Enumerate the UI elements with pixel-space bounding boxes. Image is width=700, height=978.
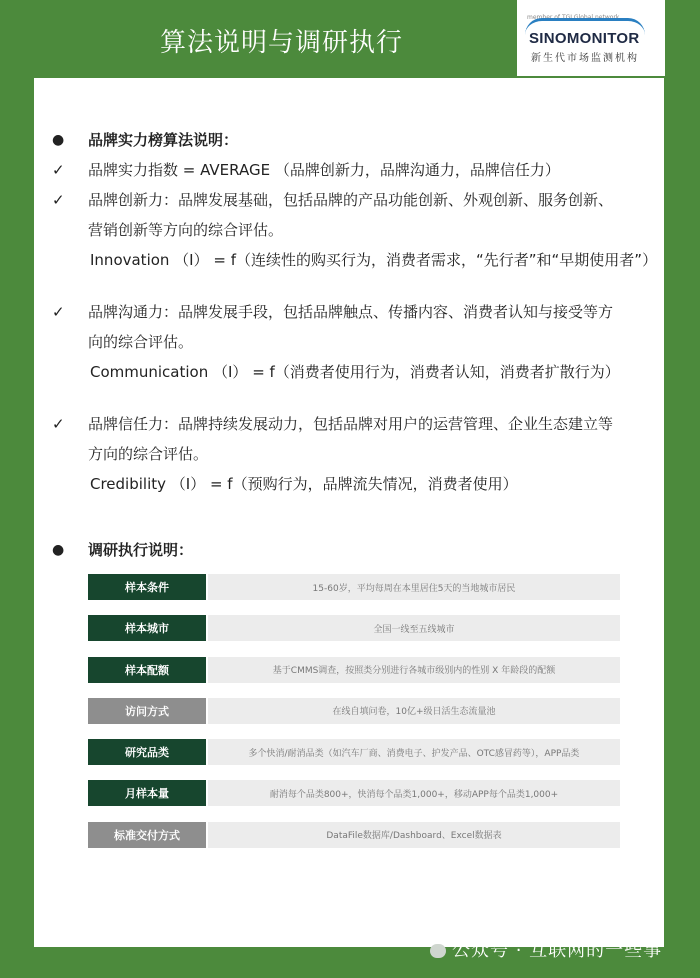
section-heading-text: 品牌实力榜算法说明： <box>88 131 239 149</box>
watermark-text: 公众号 · 互联网的一些事 <box>452 940 663 961</box>
checkmark-icon: ✓ <box>52 415 65 433</box>
checkmark-icon: ✓ <box>52 161 65 179</box>
section-heading <box>52 125 652 155</box>
table-row-label: 标准交付方式 <box>88 822 206 848</box>
table-row <box>88 739 620 765</box>
section-heading <box>52 535 652 565</box>
table-row-label: 样本配额 <box>88 657 206 683</box>
list-item-line: 品牌沟通力：品牌发展手段，包括品牌触点、传播内容、消费者认知与接受等方 <box>88 303 614 321</box>
list-item-line: 向的综合评估。 <box>88 333 194 351</box>
wechat-icon <box>430 944 446 958</box>
table-row-value: 全国一线至五线城市 <box>208 615 620 641</box>
checkmark-icon: ✓ <box>52 303 65 321</box>
list-item-line: 营销创新等方向的综合评估。 <box>88 221 284 239</box>
table-row <box>88 822 620 848</box>
section-heading-text: 调研执行说明： <box>88 541 194 559</box>
table-row <box>88 698 620 724</box>
table-row <box>88 615 620 641</box>
checkmark-icon: ✓ <box>52 191 65 209</box>
table-row-value: 基于CMMS调查，按照类分别进行各城市级别内的性别 X 年龄段的配额 <box>208 657 620 683</box>
list-item-line: 方向的综合评估。 <box>88 445 209 463</box>
logo-tagline: member of TGI Global network <box>527 14 620 21</box>
list-item-text <box>88 185 613 245</box>
watermark <box>430 936 662 962</box>
algorithm-section <box>52 125 658 565</box>
list-item-text: 品牌实力指数 = AVERAGE （品牌创新力，品牌沟通力，品牌信任力） <box>88 161 560 179</box>
formula: Communication （I） = f（消费者使用行为，消费者认知，消费者扩散行为） <box>90 363 620 381</box>
list-item-text <box>88 297 613 357</box>
bullet-icon: ● <box>52 132 65 148</box>
list-item-line: 品牌信任力：品牌持续发展动力，包括品牌对用户的运营管理、企业生态建立等 <box>88 415 614 433</box>
page-title: 算法说明与调研执行 <box>160 28 404 58</box>
table-row <box>88 657 620 683</box>
formula: Credibility （I） = f（预购行为，品牌流失情况，消费者使用） <box>90 475 518 493</box>
table-row-label: 研究品类 <box>88 739 206 765</box>
list-item-line: 品牌创新力：品牌发展基础，包括品牌的产品功能创新、外观创新、服务创新、 <box>88 191 614 209</box>
table-row-label: 样本城市 <box>88 615 206 641</box>
table-row-value: DataFile数据库/Dashboard、Excel数据表 <box>208 822 620 848</box>
logo-chinese-name: 新生代市场监测机构 <box>531 53 639 64</box>
table-row-value: 多个快消/耐消品类（如汽车厂商、消费电子、护发产品、OTC感冒药等），APP品类 <box>208 739 620 765</box>
table-row-label: 访问方式 <box>88 698 206 724</box>
header <box>0 0 700 78</box>
logo <box>517 0 665 76</box>
table-row-value: 15-60岁，平均每周在本里居住5天的当地城市居民 <box>208 574 620 600</box>
list-item <box>52 155 652 185</box>
table-row-label: 月样本量 <box>88 780 206 806</box>
list-item <box>52 409 652 469</box>
table-row-value: 耐消每个品类800+，快消每个品类1,000+，移动APP每个品类1,000+ <box>208 780 620 806</box>
research-table <box>88 574 620 863</box>
table-row-label: 样本条件 <box>88 574 206 600</box>
list-item <box>52 185 652 245</box>
logo-wordmark: SINOMONITOR <box>529 30 640 47</box>
table-row-value: 在线自填问卷，10亿+级日活生态流量池 <box>208 698 620 724</box>
list-item <box>52 297 652 357</box>
table-row <box>88 574 620 600</box>
table-row <box>88 780 620 806</box>
list-item-text <box>88 409 613 469</box>
bullet-icon: ● <box>52 542 65 558</box>
formula: Innovation （I） = f（连续性的购买行为，消费者需求，“先行者”和“早期使用者”） <box>90 251 658 269</box>
